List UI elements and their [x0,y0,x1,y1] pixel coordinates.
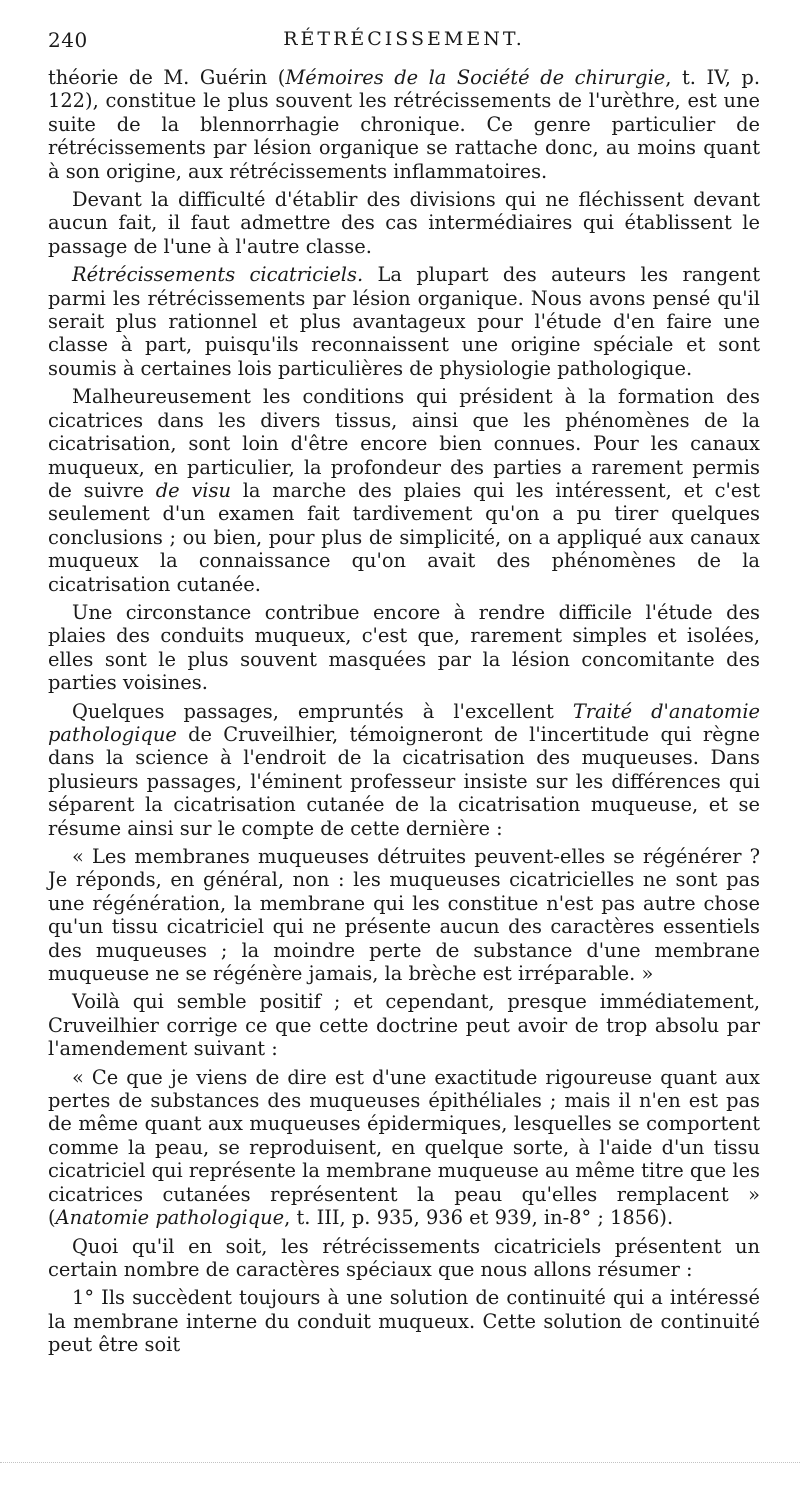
text-run: , t. III, p. 935, 936 et 939, in-8° ; 1856). [284,1206,674,1230]
citation-title: Anatomie pathologique [55,1206,285,1230]
section-lead: Rétrécissements cicatriciels. [72,263,364,287]
paragraph [48,66,760,183]
text-run: , t. IV, p. 122), constitue le plus souvent les rétrécissements de l'urèthre, est une suite de la blennorrhagie chronique. Ce genre particulier de rétrécissements par lésion organique se rattache donc, au moins quant à son origine, aux rétrécissements inflammatoires. [48,66,760,183]
text-run: Quelques passages, empruntés à l'excellent [72,699,573,723]
text-run: La plupart des auteurs les rangent parmi les rétrécissements par lésion organique. Nous avons pensé qu'il serait plus rationnel et plus avantageux pour l'étude d'en faire une classe à part, puisqu'ils reconnaissent une origine spéciale et sont soumis à certaines lois particulières de physiologie pathologique. [48,263,760,380]
paragraph [48,700,760,840]
text-run: Malheureusement les conditions qui président à la formation des cicatrices dans les divers tissus, ainsi que les phénomènes de la cicatrisation, sont loin d'être encore bien connues. Pour les canaux muqueux, en particulier, la profondeur des parties a rarement permis de suivre [48,385,760,502]
paragraph: Devant la difficulté d'établir des divisions qui ne fléchissent devant aucun fait, il faut admettre des cas intermédiaires qui établissent le passage de l'une à l'autre classe. [48,188,760,258]
running-title: RÉTRÉCISSEMENT. [283,28,525,50]
text-run: théorie de M. Guérin ( [48,66,286,89]
text-run: « Ce que je viens de dire est d'une exactitude rigoureuse quant aux pertes de substances des muqueuses épithéliales ; mais il n'en est pas de même quant aux muqueuses épidermiques, lesquelles se comportent comme la peau, se reproduisent, en quelque sorte, à l'aide d'un tissu cicatriciel qui représente la membrane muqueuse au même titre que les cicatrices cutanées représentent la peau qu'elles remplacent » ( [48,1065,760,1230]
text-run: de Cruveilhier, témoigneront de l'incertitude qui règne dans la science à l'endroit de la cicatrisation des muqueuses. Dans plusieurs passages, l'éminent professeur insiste sur les différences qui séparent la cicatrisation cutanée de la cicatrisation muqueuse, et se résume ainsi sur le compte de cette dernière : [48,722,760,840]
paragraph: Voilà qui semble positif ; et cependant, presque immédiatement, Cruveilhier corrige ce que cette doctrine peut avoir de trop absolu par l'amendement suivant : [48,990,760,1061]
page-header [48,28,760,60]
latin-phrase: de visu [155,478,231,502]
quotation [48,1066,760,1230]
body-text [48,66,760,1362]
paragraph: Quoi qu'il en soit, les rétrécissements cicatriciels présentent un certain nombre de caractères spéciaux que nous allons résumer : [48,1234,760,1281]
paragraph [48,263,760,380]
text-run: la marche des plaies qui les intéressent, et c'est seulement d'un examen fait tardivement qu'on a pu tirer quelques conclusions ; ou bien, pour plus de simplicité, on a appliqué aux canaux muqueux la connaissance qu'on avait des phénomènes de la cicatrisation cutanée. [48,478,760,596]
paragraph [48,385,760,596]
page-number: 240 [48,28,88,52]
paragraph: 1° Ils succèdent toujours à une solution de continuité qui a intéressé la membrane interne du conduit muqueux. Cette solution de continuité peut être soit [48,1286,760,1357]
paragraph: Une circonstance contribue encore à rendre difficile l'étude des plaies des conduits muqueux, c'est que, rarement simples et isolées, elles sont le plus souvent masquées par la lésion concomitante des parties voisines. [48,600,760,695]
citation-title: Traité d'anatomie pathologique [48,699,760,746]
quotation: « Les membranes muqueuses détruites peuvent-elles se régénérer ? Je réponds, en général, non : les muqueuses cicatricielles ne sont pas une régénération, la membrane qui les constitue n'est pas autre chose qu'un tissu cicatriciel qui ne présente aucun des caractères essentiels des muqueuses ; la moindre perte de substance d'une membrane muqueuse ne se régénère jamais, la brèche est irréparable. » [48,845,760,986]
page-bottom-rule [0,1462,800,1464]
citation-title: Mémoires de la Société de chirurgie [285,66,666,89]
